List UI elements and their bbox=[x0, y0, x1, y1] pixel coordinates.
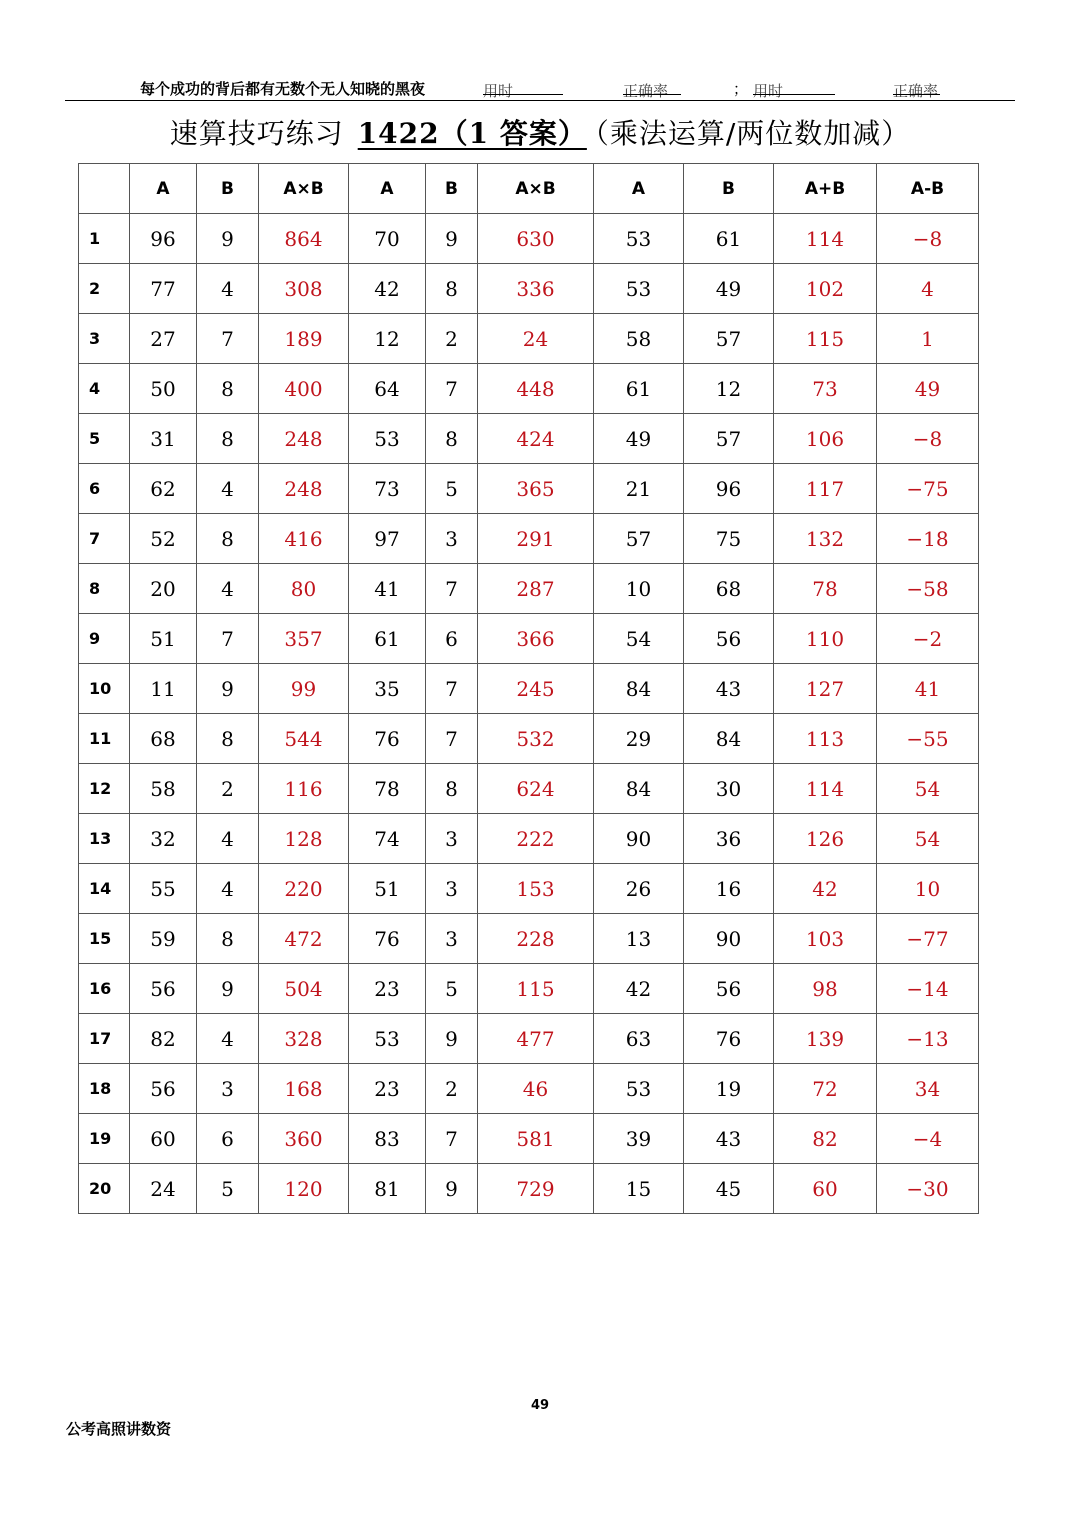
answer-cell: 103 bbox=[774, 914, 877, 964]
answer-cell: −4 bbox=[877, 1114, 979, 1164]
operand-cell: 2 bbox=[197, 764, 259, 814]
operand-cell: 63 bbox=[594, 1014, 684, 1064]
operand-cell: 21 bbox=[594, 464, 684, 514]
answer-cell: −8 bbox=[877, 414, 979, 464]
page-number: 49 bbox=[530, 1398, 550, 1413]
operand-cell: 7 bbox=[426, 364, 478, 414]
operand-cell: 54 bbox=[594, 614, 684, 664]
row-number: 10 bbox=[79, 664, 130, 714]
header-motto: 每个成功的背后都有无数个无人知晓的黑夜 bbox=[140, 80, 426, 98]
operand-cell: 41 bbox=[349, 564, 426, 614]
answer-cell: −75 bbox=[877, 464, 979, 514]
time-label-2: 用时 bbox=[753, 82, 784, 100]
operand-cell: 9 bbox=[197, 964, 259, 1014]
operand-cell: 9 bbox=[197, 214, 259, 264]
column-header: A×B bbox=[478, 164, 594, 214]
answer-cell: 328 bbox=[259, 1014, 349, 1064]
answer-cell: 189 bbox=[259, 314, 349, 364]
row-number: 17 bbox=[79, 1014, 130, 1064]
answer-cell: 106 bbox=[774, 414, 877, 464]
answer-cell: 153 bbox=[478, 864, 594, 914]
operand-cell: 19 bbox=[684, 1064, 774, 1114]
row-number: 2 bbox=[79, 264, 130, 314]
answer-cell: 581 bbox=[478, 1114, 594, 1164]
operand-cell: 45 bbox=[684, 1164, 774, 1214]
answer-cell: 126 bbox=[774, 814, 877, 864]
operand-cell: 30 bbox=[684, 764, 774, 814]
operand-cell: 7 bbox=[426, 564, 478, 614]
answer-cell: 132 bbox=[774, 514, 877, 564]
answer-cell: 42 bbox=[774, 864, 877, 914]
table-row bbox=[79, 764, 979, 814]
operand-cell: 84 bbox=[594, 764, 684, 814]
table-body bbox=[79, 214, 979, 1214]
operand-cell: 84 bbox=[594, 664, 684, 714]
operand-cell: 27 bbox=[130, 314, 197, 364]
row-number: 11 bbox=[79, 714, 130, 764]
answer-cell: 99 bbox=[259, 664, 349, 714]
operand-cell: 73 bbox=[349, 464, 426, 514]
operand-cell: 4 bbox=[197, 464, 259, 514]
row-number: 20 bbox=[79, 1164, 130, 1214]
operand-cell: 70 bbox=[349, 214, 426, 264]
operand-cell: 82 bbox=[130, 1014, 197, 1064]
answer-cell: 54 bbox=[877, 764, 979, 814]
column-header bbox=[79, 164, 130, 214]
operand-cell: 56 bbox=[684, 614, 774, 664]
operand-cell: 23 bbox=[349, 1064, 426, 1114]
answer-cell: 222 bbox=[478, 814, 594, 864]
answer-cell: 128 bbox=[259, 814, 349, 864]
answer-cell: 729 bbox=[478, 1164, 594, 1214]
operand-cell: 49 bbox=[684, 264, 774, 314]
operand-cell: 26 bbox=[594, 864, 684, 914]
table-row bbox=[79, 864, 979, 914]
answer-cell: 245 bbox=[478, 664, 594, 714]
operand-cell: 5 bbox=[426, 464, 478, 514]
answer-cell: 114 bbox=[774, 214, 877, 264]
operand-cell: 42 bbox=[594, 964, 684, 1014]
table-row bbox=[79, 414, 979, 464]
operand-cell: 8 bbox=[197, 414, 259, 464]
table-row bbox=[79, 1064, 979, 1114]
answer-cell: 448 bbox=[478, 364, 594, 414]
row-number: 7 bbox=[79, 514, 130, 564]
operand-cell: 12 bbox=[349, 314, 426, 364]
table-row bbox=[79, 364, 979, 414]
answer-cell: 477 bbox=[478, 1014, 594, 1064]
operand-cell: 7 bbox=[197, 314, 259, 364]
column-header: B bbox=[426, 164, 478, 214]
answer-cell: 73 bbox=[774, 364, 877, 414]
operand-cell: 55 bbox=[130, 864, 197, 914]
operand-cell: 43 bbox=[684, 1114, 774, 1164]
operand-cell: 53 bbox=[594, 1064, 684, 1114]
table-row bbox=[79, 1164, 979, 1214]
row-number: 9 bbox=[79, 614, 130, 664]
operand-cell: 57 bbox=[594, 514, 684, 564]
answer-cell: 115 bbox=[774, 314, 877, 364]
operand-cell: 4 bbox=[197, 864, 259, 914]
operand-cell: 5 bbox=[426, 964, 478, 1014]
answer-cell: −30 bbox=[877, 1164, 979, 1214]
answer-cell: 424 bbox=[478, 414, 594, 464]
answer-cell: −58 bbox=[877, 564, 979, 614]
operand-cell: 8 bbox=[426, 764, 478, 814]
operand-cell: 68 bbox=[130, 714, 197, 764]
row-number: 1 bbox=[79, 214, 130, 264]
operand-cell: 31 bbox=[130, 414, 197, 464]
answer-cell: 110 bbox=[774, 614, 877, 664]
operand-cell: 60 bbox=[130, 1114, 197, 1164]
table-row bbox=[79, 814, 979, 864]
operand-cell: 50 bbox=[130, 364, 197, 414]
operand-cell: 53 bbox=[349, 1014, 426, 1064]
operand-cell: 5 bbox=[197, 1164, 259, 1214]
operand-cell: 24 bbox=[130, 1164, 197, 1214]
operand-cell: 76 bbox=[349, 714, 426, 764]
row-number: 8 bbox=[79, 564, 130, 614]
answer-cell: 220 bbox=[259, 864, 349, 914]
operand-cell: 16 bbox=[684, 864, 774, 914]
answer-cell: 365 bbox=[478, 464, 594, 514]
operand-cell: 35 bbox=[349, 664, 426, 714]
operand-cell: 84 bbox=[684, 714, 774, 764]
accuracy-label-1: 正确率 bbox=[623, 82, 669, 100]
time-blank-2 bbox=[753, 80, 835, 95]
operand-cell: 56 bbox=[130, 964, 197, 1014]
table-header-row bbox=[79, 164, 979, 214]
answer-cell: 308 bbox=[259, 264, 349, 314]
operand-cell: 15 bbox=[594, 1164, 684, 1214]
answer-cell: 360 bbox=[259, 1114, 349, 1164]
table-row bbox=[79, 264, 979, 314]
operand-cell: 75 bbox=[684, 514, 774, 564]
table-row bbox=[79, 1014, 979, 1064]
operand-cell: 53 bbox=[594, 214, 684, 264]
operand-cell: 6 bbox=[426, 614, 478, 664]
answer-cell: −18 bbox=[877, 514, 979, 564]
answer-cell: 82 bbox=[774, 1114, 877, 1164]
answer-cell: −77 bbox=[877, 914, 979, 964]
row-number: 4 bbox=[79, 364, 130, 414]
operand-cell: 4 bbox=[197, 564, 259, 614]
column-header: A-B bbox=[877, 164, 979, 214]
operand-cell: 8 bbox=[426, 414, 478, 464]
operand-cell: 76 bbox=[349, 914, 426, 964]
answer-cell: 114 bbox=[774, 764, 877, 814]
operand-cell: 8 bbox=[197, 364, 259, 414]
operand-cell: 49 bbox=[594, 414, 684, 464]
row-number: 19 bbox=[79, 1114, 130, 1164]
answer-cell: 4 bbox=[877, 264, 979, 314]
operand-cell: 58 bbox=[130, 764, 197, 814]
answer-cell: 504 bbox=[259, 964, 349, 1014]
row-number: 14 bbox=[79, 864, 130, 914]
operand-cell: 96 bbox=[684, 464, 774, 514]
answer-cell: 34 bbox=[877, 1064, 979, 1114]
answer-cell: 116 bbox=[259, 764, 349, 814]
answer-cell: 24 bbox=[478, 314, 594, 364]
operand-cell: 7 bbox=[197, 614, 259, 664]
column-header: A+B bbox=[774, 164, 877, 214]
row-number: 16 bbox=[79, 964, 130, 1014]
table-row bbox=[79, 514, 979, 564]
accuracy-blank-1 bbox=[623, 80, 681, 95]
operand-cell: 7 bbox=[426, 1114, 478, 1164]
answer-cell: 400 bbox=[259, 364, 349, 414]
answer-cell: 49 bbox=[877, 364, 979, 414]
operand-cell: 59 bbox=[130, 914, 197, 964]
table-row bbox=[79, 964, 979, 1014]
operand-cell: 90 bbox=[594, 814, 684, 864]
operand-cell: 12 bbox=[684, 364, 774, 414]
answer-cell: 113 bbox=[774, 714, 877, 764]
operand-cell: 6 bbox=[197, 1114, 259, 1164]
table-row bbox=[79, 314, 979, 364]
operand-cell: 68 bbox=[684, 564, 774, 614]
operand-cell: 51 bbox=[130, 614, 197, 664]
answer-cell: 366 bbox=[478, 614, 594, 664]
answer-cell: 357 bbox=[259, 614, 349, 664]
operand-cell: 3 bbox=[197, 1064, 259, 1114]
operand-cell: 3 bbox=[426, 914, 478, 964]
operand-cell: 2 bbox=[426, 1064, 478, 1114]
operand-cell: 97 bbox=[349, 514, 426, 564]
operand-cell: 64 bbox=[349, 364, 426, 414]
answer-cell: 10 bbox=[877, 864, 979, 914]
operand-cell: 3 bbox=[426, 514, 478, 564]
operand-cell: 57 bbox=[684, 414, 774, 464]
operand-cell: 32 bbox=[130, 814, 197, 864]
column-header: A bbox=[130, 164, 197, 214]
operand-cell: 4 bbox=[197, 264, 259, 314]
answer-cell: 80 bbox=[259, 564, 349, 614]
answer-cell: 416 bbox=[259, 514, 349, 564]
row-number: 15 bbox=[79, 914, 130, 964]
title-code: 1422（1 答案） bbox=[357, 117, 587, 150]
operand-cell: 61 bbox=[684, 214, 774, 264]
operand-cell: 56 bbox=[684, 964, 774, 1014]
operand-cell: 8 bbox=[197, 714, 259, 764]
answer-cell: 248 bbox=[259, 414, 349, 464]
page-title bbox=[0, 112, 1080, 152]
answer-cell: 115 bbox=[478, 964, 594, 1014]
time-blank-1 bbox=[483, 80, 563, 95]
answer-cell: 127 bbox=[774, 664, 877, 714]
row-number: 13 bbox=[79, 814, 130, 864]
answer-cell: −55 bbox=[877, 714, 979, 764]
answer-cell: 117 bbox=[774, 464, 877, 514]
operand-cell: 52 bbox=[130, 514, 197, 564]
operand-cell: 53 bbox=[349, 414, 426, 464]
operand-cell: 81 bbox=[349, 1164, 426, 1214]
answer-cell: 228 bbox=[478, 914, 594, 964]
answer-cell: 46 bbox=[478, 1064, 594, 1114]
column-header: A bbox=[349, 164, 426, 214]
answer-cell: 139 bbox=[774, 1014, 877, 1064]
operand-cell: 56 bbox=[130, 1064, 197, 1114]
operand-cell: 96 bbox=[130, 214, 197, 264]
operand-cell: 4 bbox=[197, 814, 259, 864]
operand-cell: 2 bbox=[426, 314, 478, 364]
operand-cell: 57 bbox=[684, 314, 774, 364]
accuracy-blank-2 bbox=[893, 80, 940, 95]
operand-cell: 3 bbox=[426, 814, 478, 864]
exercise-table bbox=[78, 163, 979, 1214]
table-row bbox=[79, 664, 979, 714]
operand-cell: 29 bbox=[594, 714, 684, 764]
answer-cell: 472 bbox=[259, 914, 349, 964]
time-label-1: 用时 bbox=[483, 82, 514, 100]
operand-cell: 58 bbox=[594, 314, 684, 364]
table-row bbox=[79, 714, 979, 764]
row-number: 18 bbox=[79, 1064, 130, 1114]
answer-cell: 54 bbox=[877, 814, 979, 864]
row-number: 6 bbox=[79, 464, 130, 514]
table-row bbox=[79, 564, 979, 614]
column-header: B bbox=[684, 164, 774, 214]
answer-cell: 72 bbox=[774, 1064, 877, 1114]
operand-cell: 8 bbox=[426, 264, 478, 314]
answer-cell: −14 bbox=[877, 964, 979, 1014]
operand-cell: 74 bbox=[349, 814, 426, 864]
title-prefix: 速算技巧练习 bbox=[169, 117, 344, 150]
answer-cell: 41 bbox=[877, 664, 979, 714]
operand-cell: 61 bbox=[349, 614, 426, 664]
table-row bbox=[79, 1114, 979, 1164]
operand-cell: 3 bbox=[426, 864, 478, 914]
answer-cell: 287 bbox=[478, 564, 594, 614]
operand-cell: 7 bbox=[426, 664, 478, 714]
operand-cell: 13 bbox=[594, 914, 684, 964]
operand-cell: 62 bbox=[130, 464, 197, 514]
row-number: 3 bbox=[79, 314, 130, 364]
operand-cell: 83 bbox=[349, 1114, 426, 1164]
answer-cell: 168 bbox=[259, 1064, 349, 1114]
answer-cell: 630 bbox=[478, 214, 594, 264]
operand-cell: 23 bbox=[349, 964, 426, 1014]
row-number: 5 bbox=[79, 414, 130, 464]
operand-cell: 9 bbox=[426, 1164, 478, 1214]
table-row bbox=[79, 914, 979, 964]
operand-cell: 36 bbox=[684, 814, 774, 864]
answer-cell: 624 bbox=[478, 764, 594, 814]
operand-cell: 9 bbox=[426, 1014, 478, 1064]
answer-cell: −8 bbox=[877, 214, 979, 264]
answer-cell: 98 bbox=[774, 964, 877, 1014]
title-suffix: （乘法运算/两位数加减） bbox=[594, 117, 911, 150]
operand-cell: 61 bbox=[594, 364, 684, 414]
answer-cell: −2 bbox=[877, 614, 979, 664]
operand-cell: 7 bbox=[426, 714, 478, 764]
operand-cell: 11 bbox=[130, 664, 197, 714]
operand-cell: 9 bbox=[197, 664, 259, 714]
answer-cell: 864 bbox=[259, 214, 349, 264]
operand-cell: 8 bbox=[197, 514, 259, 564]
answer-cell: 60 bbox=[774, 1164, 877, 1214]
accuracy-label-2: 正确率 bbox=[893, 82, 939, 100]
operand-cell: 43 bbox=[684, 664, 774, 714]
operand-cell: 10 bbox=[594, 564, 684, 614]
operand-cell: 39 bbox=[594, 1114, 684, 1164]
operand-cell: 90 bbox=[684, 914, 774, 964]
operand-cell: 53 bbox=[594, 264, 684, 314]
answer-cell: 102 bbox=[774, 264, 877, 314]
table-row bbox=[79, 614, 979, 664]
answer-cell: 78 bbox=[774, 564, 877, 614]
column-header: A bbox=[594, 164, 684, 214]
column-header: B bbox=[197, 164, 259, 214]
operand-cell: 51 bbox=[349, 864, 426, 914]
header-separator: ； bbox=[733, 80, 749, 98]
operand-cell: 9 bbox=[426, 214, 478, 264]
answer-cell: 1 bbox=[877, 314, 979, 364]
operand-cell: 77 bbox=[130, 264, 197, 314]
operand-cell: 8 bbox=[197, 914, 259, 964]
operand-cell: 76 bbox=[684, 1014, 774, 1064]
answer-cell: −13 bbox=[877, 1014, 979, 1064]
operand-cell: 20 bbox=[130, 564, 197, 614]
table-row bbox=[79, 214, 979, 264]
answer-cell: 532 bbox=[478, 714, 594, 764]
answer-cell: 336 bbox=[478, 264, 594, 314]
footer-brand: 公考高照讲数资 bbox=[66, 1420, 172, 1438]
column-header: A×B bbox=[259, 164, 349, 214]
answer-cell: 544 bbox=[259, 714, 349, 764]
operand-cell: 42 bbox=[349, 264, 426, 314]
answer-cell: 291 bbox=[478, 514, 594, 564]
header-bar bbox=[65, 76, 1015, 101]
row-number: 12 bbox=[79, 764, 130, 814]
answer-cell: 248 bbox=[259, 464, 349, 514]
operand-cell: 4 bbox=[197, 1014, 259, 1064]
table-row bbox=[79, 464, 979, 514]
operand-cell: 78 bbox=[349, 764, 426, 814]
answer-cell: 120 bbox=[259, 1164, 349, 1214]
